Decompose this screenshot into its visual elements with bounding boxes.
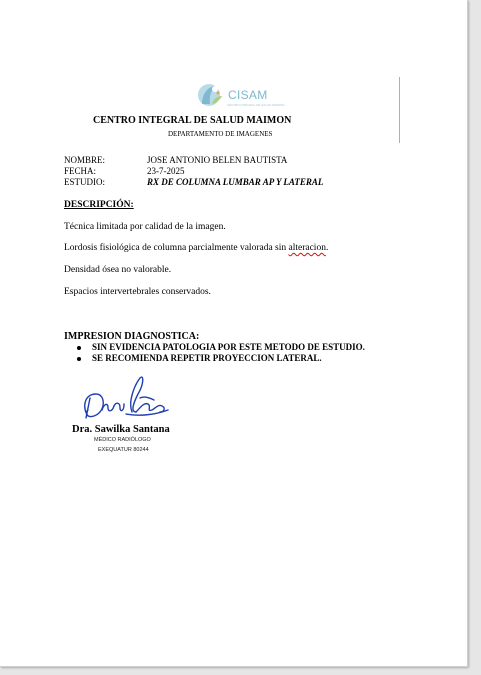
- center-name: CENTRO INTEGRAL DE SALUD MAIMON: [93, 115, 292, 126]
- impression-item-text: SE RECOMIENDA REPETIR PROYECCION LATERAL.: [92, 353, 322, 363]
- impression-item: [64, 353, 365, 364]
- description-line-2: [64, 243, 328, 253]
- doctor-exequatur: EXEQUATUR 80244: [98, 447, 149, 453]
- logo-subtext: CENTRO INTEGRAL DE SALUD MAIMON: [227, 103, 285, 107]
- name-row: [64, 155, 287, 165]
- spellcheck-flagged-word: alteracion: [288, 243, 326, 253]
- description-line-2-end: .: [325, 243, 329, 253]
- description-line-1: Técnica limitada por calidad de la imagen.: [64, 222, 226, 232]
- study-row: [64, 177, 323, 187]
- date-label: FECHA:: [64, 166, 97, 176]
- logo-text: CISAM: [228, 88, 268, 102]
- name-label: NOMBRE:: [64, 155, 106, 165]
- impression-item: [64, 342, 365, 353]
- description-line-4: Espacios intervertebrales conservados.: [64, 287, 211, 297]
- doctor-name: Dra. Sawilka Santana: [72, 424, 170, 435]
- impression-title: IMPRESION DIAGNOSTICA:: [64, 331, 200, 342]
- description-line-3: Densidad ósea no valorable.: [64, 265, 172, 275]
- bullet-icon: [77, 346, 81, 350]
- cisam-logo: [194, 80, 285, 110]
- description-title: DESCRIPCIÓN:: [64, 200, 134, 210]
- bullet-icon: [77, 357, 81, 361]
- date-row: [64, 166, 185, 176]
- margin-line: [399, 77, 400, 143]
- department-name: DEPARTAMENTO DE IMAGENES: [168, 130, 273, 138]
- study-label: ESTUDIO:: [64, 177, 105, 187]
- impression-item-text: SIN EVIDENCIA PATOLOGIA POR ESTE METODO DE ESTUDIO.: [92, 342, 365, 352]
- name-value: JOSE ANTONIO BELEN BAUTISTA: [147, 155, 288, 165]
- description-line-2-text: Lordosis fisiológica de columna parcialmente valorada sin: [64, 243, 289, 253]
- study-value: RX DE COLUMNA LUMBAR AP Y LATERAL: [147, 177, 324, 187]
- logo-emblem-icon: [194, 80, 228, 110]
- doctor-role: MÉDICO RADIÓLOGO: [94, 437, 151, 443]
- impression-list: [64, 342, 365, 364]
- signature-image: [74, 372, 174, 426]
- date-value: 23-7-2025: [147, 166, 185, 176]
